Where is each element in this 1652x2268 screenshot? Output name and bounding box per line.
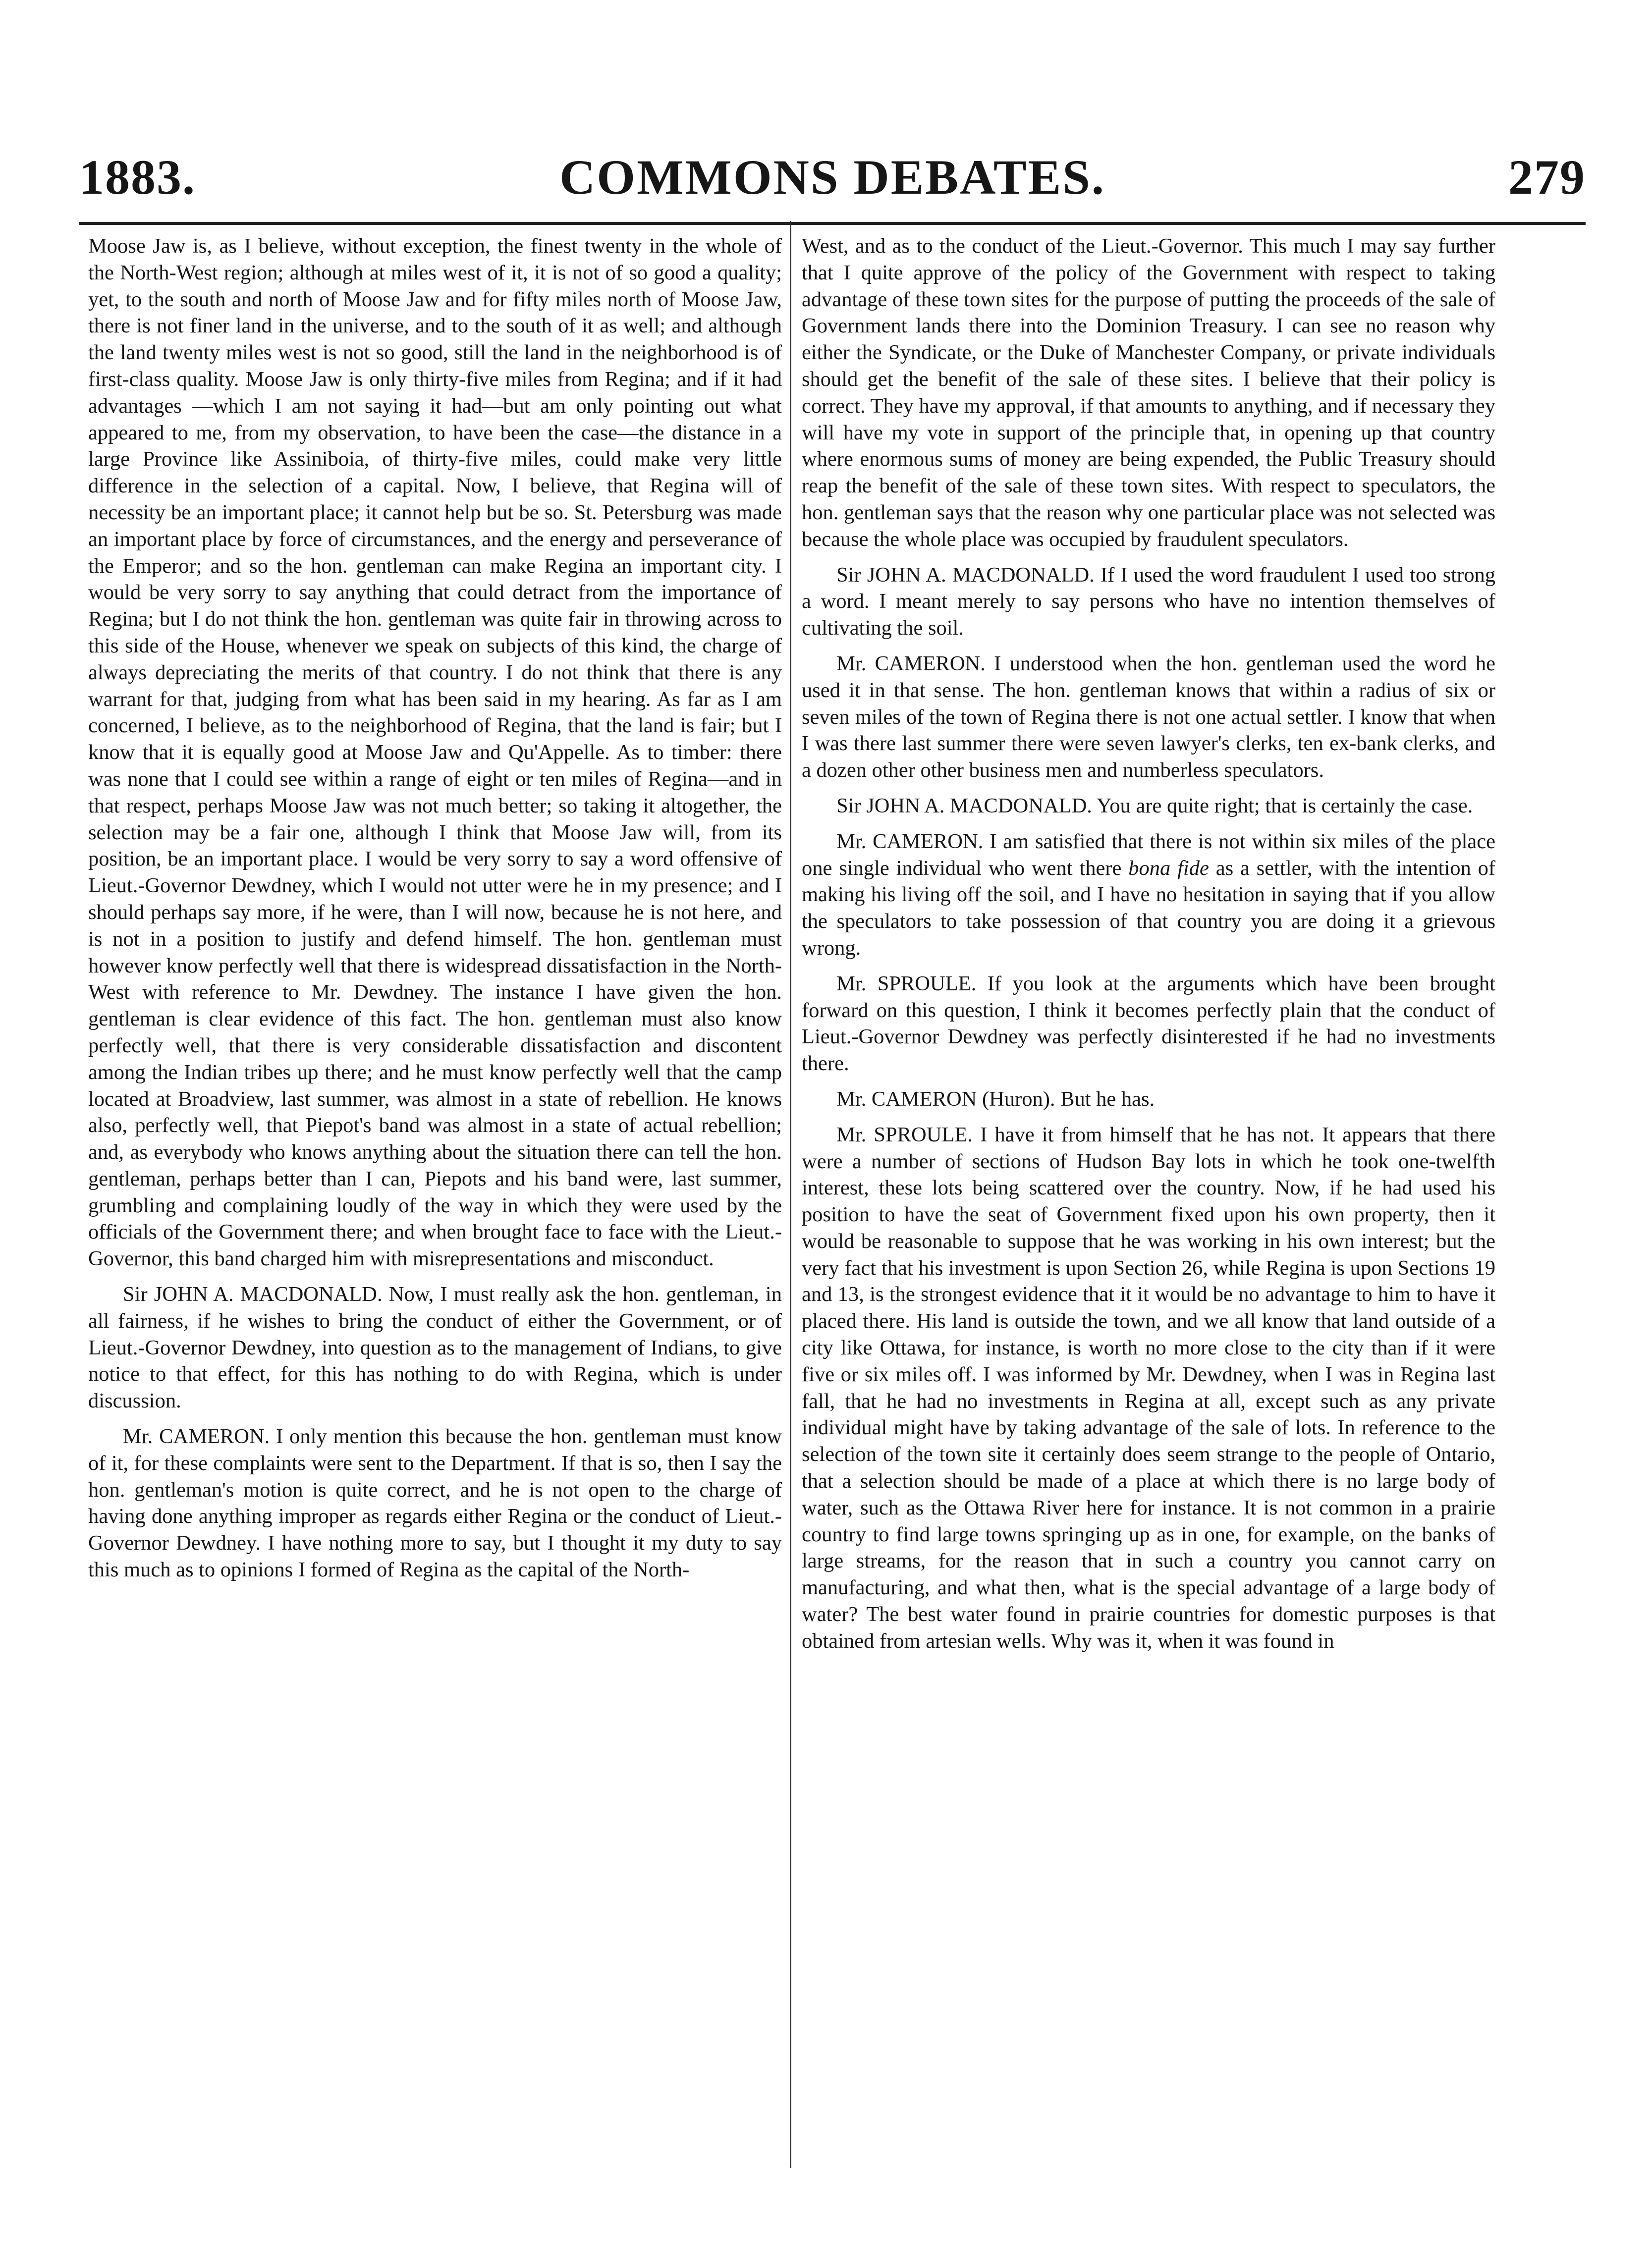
speech-cameron-1: Mr. CAMERON. I only mention this because the hon. gentleman must know of it, for these complaints were sent to the Department. If that is so, then I say the hon. gentleman's motion is quite correct, and he is not open to the charge of having done anything improper as regards either Regina or the conduct of Lieut.-Governor Dewdney. I have nothing more to say, but I thought it my duty to say this much as to opinions I formed of Regina as the capital of the North- xyxy=(88,1425,782,1582)
column-divider xyxy=(790,221,791,2168)
header-rule xyxy=(79,222,1586,225)
speech-macdonald-3: Sir JOHN A. MACDONALD. You are quite right; that is certainly the case. xyxy=(836,794,1473,817)
page-header xyxy=(79,149,1586,223)
speech-sproule-1: Mr. SPROULE. If you look at the arguments which have been brought forward on this question, I think it becomes perfectly plain that the conduct of Lieut.-Governor Dewdney was perfectly disinterested if he had no investments there. xyxy=(802,972,1495,1076)
speech-macdonald-1: Sir JOHN A. MACDONALD. Now, I must really ask the hon. gentleman, in all fairness, if he wishes to bring the conduct of either the Government, or of Lieut.-Governor Dewdney, into question as to the management of Indians, to give notice to that effect, for this has nothing to do with Regina, which is under discussion. xyxy=(88,1283,782,1413)
speech-cameron-huron: Mr. CAMERON (Huron). But he has. xyxy=(836,1087,1155,1111)
speech-cameron-2: Mr. CAMERON. I understood when the hon. gentleman used the word he used it in that sense. The hon. gentleman knows that within a radius of six or seven miles of the town of Regina there is not one actual settler. I know that when I was there last summer there were seven lawyer's clerks, ten ex-bank clerks, and a dozen other other business men and numberless speculators. xyxy=(802,651,1495,782)
header-title: COMMONS DEBATES. xyxy=(559,150,1105,205)
speech-cameron-3-part1: Mr. CAMERON. I am satisfied that there is not within six miles of the place one single individual who went there xyxy=(802,829,1495,880)
paragraph-continuation-right: West, and as to the conduct of the Lieut.-Governor. This much I may say further that I quite approve of the policy of the Government with respect to taking advantage of these town sites for the purpose of putting the proceeds of the sale of Government lands there into the Dominion Treasury. I can see no reason why either the Syndicate, or the Duke of Manchester Company, or private individuals should get the benefit of the sale of these sites. I believe that their policy is correct. They have my approval, if that amounts to anything, and if necessary they will have my vote in support of the principle that, in opening up that country where enormous sums of money are being expended, the Public Treasury should reap the benefit of the sale of these town sites. With respect to speculators, the hon. gentleman says that the reason why one particular place was not selected was because the whole place was occupied by fraudulent speculators. xyxy=(802,234,1495,551)
speech-macdonald-2: Sir JOHN A. MACDONALD. If I used the word fraudulent I used too strong a word. I meant merely to say persons who have no intention themselves of cultivating the soil. xyxy=(802,563,1495,640)
speech-sproule-2: Mr. SPROULE. I have it from himself that he has not. It appears that there were a number of sections of Hudson Bay lots in which he took one-twelfth interest, these lots being scattered over the country. Now, if he had used his position to have the seat of Government fixed upon his own property, then it would be reasonable to suppose that he was working in his own interest; but the very fact that his investment is upon Section 26, while Regina is upon Sections 19 and 13, is the strongest evidence that it it would be no advantage to him to have it placed there. His land is outside the town, and we all know that land outside of a city like Ottawa, for instance, is worth no more close to the city than if it were five or six miles off. I was informed by Mr. Dewdney, when I was in Regina last fall, that he had no investments in Regina at all, except such as any private individual might have by taking advantage of the sale of lots. In reference to the selection of the town site it certainly does seem strange to the people of Ontario, that a selection should be made of a place at which there is no large body of water, such as the Ottawa River here for instance. It is not common in a prairie country to find large towns springing up as in one, for example, on the banks of large streams, for the reason that in such a country you cannot carry on manufacturing, and what then, what is the special advantage of a large body of water? The best water found in prairie countries for domestic purposes is that obtained from artesian wells. Why was it, when it was found in xyxy=(802,1123,1495,1653)
left-column xyxy=(88,233,782,2170)
header-year: 1883. xyxy=(79,150,196,205)
header-page-number: 279 xyxy=(1508,150,1586,205)
speech-cameron-3-part2: as a settler, with the intention of making his living off the soil, and I have no hesitation in saying that if you allow the speculators to take possession of that country you are doing it a grievous wrong. xyxy=(802,856,1495,960)
paragraph-continuation: Moose Jaw is, as I believe, without exception, the finest twenty in the whole of the North-West region; although at miles west of it, it is not of so good a quality; yet, to the south and north of Moose Jaw and for fifty miles north of Moose Jaw, there is not finer land in the universe, and to the south of it as well; and although the land twenty miles west is not so good, still the land in the neighborhood is of first-class quality. Moose Jaw is only thirty-five miles from Regina; and if it had advantages —which I am not saying it had—but am only pointing out what appeared to me, from my observation, to have been the case—the distance in a large Province like Assiniboia, of thirty-five miles, could make very little difference in the selection of a capital. Now, I believe, that Regina will of necessity be an important place; it cannot help but be so. St. Petersburg was made an important place by force of circumstances, and the energy and perseverance of the Emperor; and so the hon. gentleman can make Regina an important city. I would be very sorry to say anything that could detract from the importance of Regina; but I do not think the hon. gentleman was quite fair in throwing across to this side of the House, whenever we speak on subjects of this kind, the charge of always depreciating the merits of that country. I do not think that there is any warrant for that, judging from what has been said in my hearing. As far as I am concerned, I believe, as to the neighborhood of Regina, that the land is fair; but I know that it is equally good at Moose Jaw and Qu'Appelle. As to timber: there was none that I could see within a range of eight or ten miles of Regina—and in that respect, perhaps Moose Jaw was not much better; so taking it altogether, the selection may be a fair one, although I think that Moose Jaw will, from its position, be an important place. I would be very sorry to say a word offensive of Lieut.-Governor Dewdney, which I would not utter were he in my presence; and I should perhaps say more, if he were, than I will now, because he is not here, and is not in a position to justify and defend himself. The hon. gentleman must however know perfectly well that there is widespread dissatisfaction in the North-West with reference to Mr. Dewdney. The instance I have given the hon. gentleman is clear evidence of this fact. The hon. gentleman must also know perfectly well, that there is very considerable dissatisfaction and discontent among the Indian tribes up there; and he must know perfectly well that the camp located at Broadview, last summer, was almost in a state of rebellion. He knows also, perfectly well, that Piepot's band was almost in a state of actual rebellion; and, as everybody who knows anything about the situation there can tell the hon. gentleman, perhaps better than I can, Piepots and his band were, last summer, grumbling and complaining loudly of the way in which they were used by the officials of the Government there; and when brought face to face with the Lieut.-Governor, this band charged him with misrepresentations and misconduct. xyxy=(88,234,782,1271)
italic-bona-fide: bona fide xyxy=(1128,856,1209,880)
right-column xyxy=(802,233,1495,2170)
speech-cameron-3 xyxy=(802,828,1495,962)
